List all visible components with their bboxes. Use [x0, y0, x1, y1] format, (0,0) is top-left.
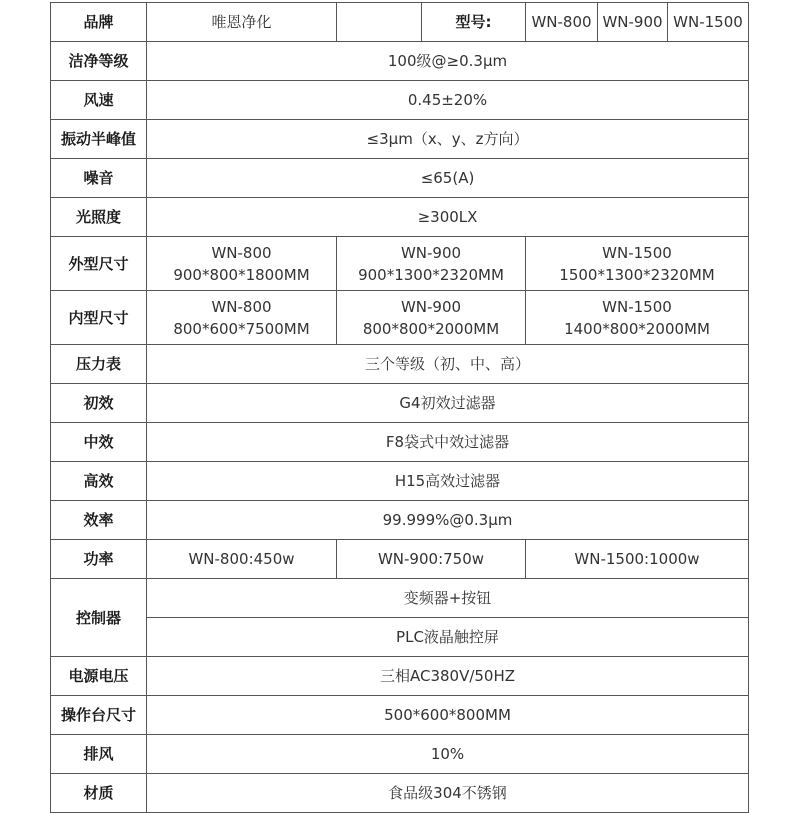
- brand-label: 品牌: [51, 3, 147, 42]
- air-speed-value: 0.45±20%: [147, 81, 749, 120]
- medium-filter-value: F8袋式中效过滤器: [147, 423, 749, 462]
- row-controller: [51, 579, 749, 618]
- material-value: 食品级304不锈钢: [147, 774, 749, 813]
- row-voltage: [51, 657, 749, 696]
- exhaust-label: 排风: [51, 735, 147, 774]
- row-controller-2: [51, 618, 749, 657]
- outer-size-wn900: [337, 237, 526, 291]
- outer-size-model: WN-900: [400, 243, 462, 262]
- inner-size-model: WN-1500: [602, 297, 672, 316]
- row-cleanliness: [51, 42, 749, 81]
- cleanliness-value: 100级@≥0.3μm: [147, 42, 749, 81]
- row-primary-filter: [51, 384, 749, 423]
- inner-size-label: 内型尺寸: [51, 291, 147, 345]
- power-label: 功率: [51, 540, 147, 579]
- row-pressure-gauge: [51, 345, 749, 384]
- row-hepa-filter: [51, 462, 749, 501]
- primary-filter-value: G4初效过滤器: [147, 384, 749, 423]
- empty-cell: [337, 3, 422, 42]
- console-size-label: 操作台尺寸: [51, 696, 147, 735]
- outer-size-wn1500: [526, 237, 749, 291]
- efficiency-value: 99.999%@0.3μm: [147, 501, 749, 540]
- pressure-gauge-label: 压力表: [51, 345, 147, 384]
- hepa-filter-value: H15高效过滤器: [147, 462, 749, 501]
- vibration-label: 振动半峰值: [51, 120, 147, 159]
- outer-size-label: 外型尺寸: [51, 237, 147, 291]
- outer-size-model: WN-800: [211, 243, 272, 262]
- inner-size-dims: 800*800*2000MM: [362, 319, 500, 338]
- inner-size-wn800: [147, 291, 337, 345]
- console-size-value: 500*600*800MM: [147, 696, 749, 735]
- primary-filter-label: 初效: [51, 384, 147, 423]
- inner-size-model: WN-900: [400, 297, 462, 316]
- controller-value-2: PLC液晶触控屏: [147, 618, 749, 657]
- row-material: [51, 774, 749, 813]
- outer-size-dims: 1500*1300*2320MM: [559, 265, 715, 284]
- row-console-size: [51, 696, 749, 735]
- pressure-gauge-value: 三个等级（初、中、高）: [147, 345, 749, 384]
- efficiency-label: 效率: [51, 501, 147, 540]
- outer-size-dims: 900*800*1800MM: [173, 265, 310, 284]
- inner-size-wn1500: [526, 291, 749, 345]
- spec-table: [50, 2, 749, 813]
- vibration-value: ≤3μm（x、y、z方向）: [147, 120, 749, 159]
- row-efficiency: [51, 501, 749, 540]
- power-wn900: WN-900:750w: [337, 540, 526, 579]
- row-noise: [51, 159, 749, 198]
- material-label: 材质: [51, 774, 147, 813]
- row-exhaust: [51, 735, 749, 774]
- row-illuminance: [51, 198, 749, 237]
- illuminance-value: ≥300LX: [147, 198, 749, 237]
- row-medium-filter: [51, 423, 749, 462]
- model-wn800: WN-800: [526, 3, 598, 42]
- power-wn1500: WN-1500:1000w: [526, 540, 749, 579]
- row-brand: [51, 3, 749, 42]
- model-label: 型号:: [422, 3, 526, 42]
- noise-value: ≤65(A): [147, 159, 749, 198]
- brand-value: 唯恩净化: [147, 3, 337, 42]
- exhaust-value: 10%: [147, 735, 749, 774]
- row-air-speed: [51, 81, 749, 120]
- power-wn800: WN-800:450w: [147, 540, 337, 579]
- voltage-value: 三相AC380V/50HZ: [147, 657, 749, 696]
- hepa-filter-label: 高效: [51, 462, 147, 501]
- row-inner-size: [51, 291, 749, 345]
- outer-size-model: WN-1500: [602, 243, 672, 262]
- model-wn1500: WN-1500: [668, 3, 749, 42]
- row-outer-size: [51, 237, 749, 291]
- model-wn900: WN-900: [598, 3, 668, 42]
- controller-value-1: 变频器+按钮: [147, 579, 749, 618]
- outer-size-dims: 900*1300*2320MM: [358, 265, 504, 284]
- air-speed-label: 风速: [51, 81, 147, 120]
- noise-label: 噪音: [51, 159, 147, 198]
- inner-size-wn900: [337, 291, 526, 345]
- cleanliness-label: 洁净等级: [51, 42, 147, 81]
- outer-size-wn800: [147, 237, 337, 291]
- inner-size-dims: 800*600*7500MM: [173, 319, 310, 338]
- inner-size-dims: 1400*800*2000MM: [564, 319, 710, 338]
- row-vibration: [51, 120, 749, 159]
- medium-filter-label: 中效: [51, 423, 147, 462]
- inner-size-model: WN-800: [211, 297, 272, 316]
- controller-label: 控制器: [51, 579, 147, 657]
- voltage-label: 电源电压: [51, 657, 147, 696]
- row-power: [51, 540, 749, 579]
- illuminance-label: 光照度: [51, 198, 147, 237]
